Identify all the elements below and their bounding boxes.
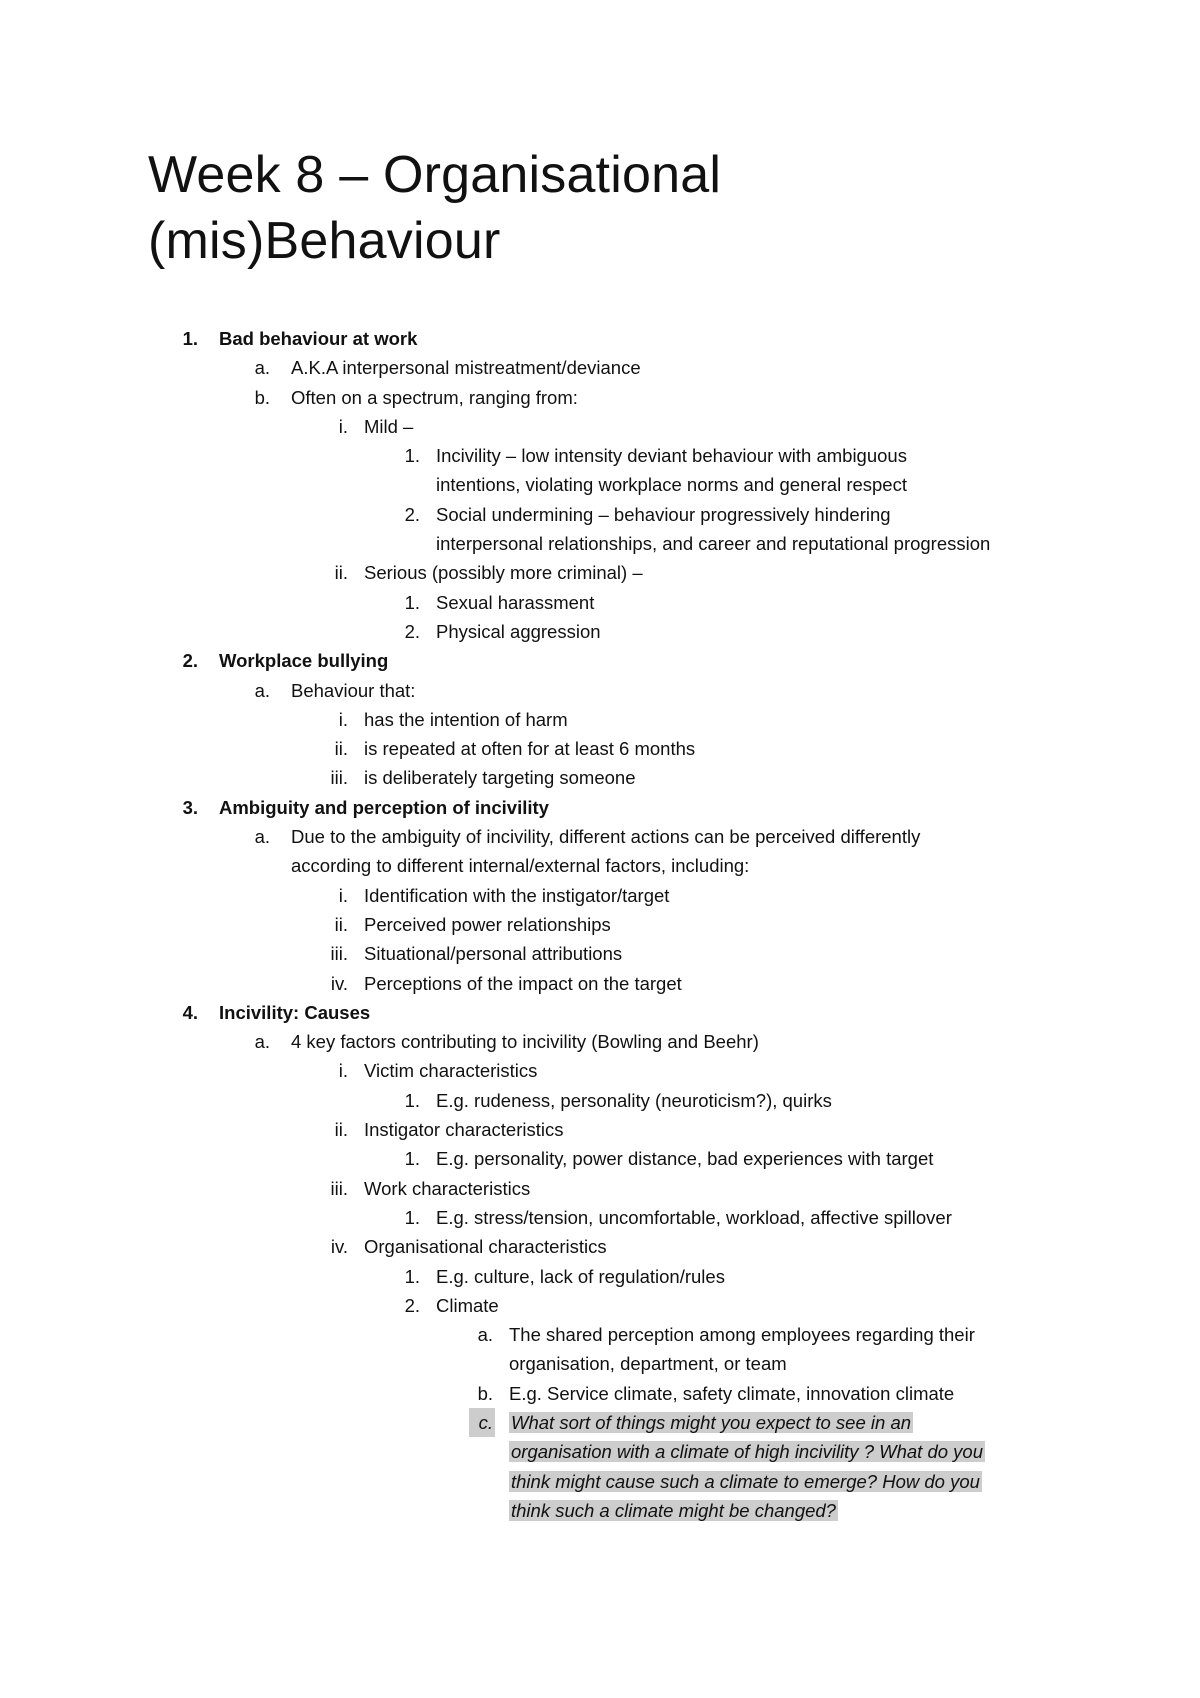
- list-item-text: [364, 558, 1200, 587]
- list-item-text: [436, 441, 1200, 470]
- list-item: [0, 1291, 1200, 1320]
- list-marker: ii.: [334, 562, 348, 584]
- list-item-text: [364, 1232, 1200, 1261]
- list-item-text: [436, 1262, 1200, 1291]
- page-title: [148, 142, 1048, 274]
- list-marker: a.: [254, 679, 270, 701]
- list-item-text-continued: [436, 529, 1200, 558]
- list-marker: iii.: [330, 1177, 348, 1199]
- list-item-text: [364, 412, 1200, 441]
- list-item-text-content: organisation, department, or team: [509, 1353, 787, 1375]
- list-item: [0, 763, 1200, 792]
- list-item: [0, 998, 1200, 1027]
- list-item-text-content: think such a climate might be changed?: [511, 1499, 836, 1521]
- list-item: [0, 1379, 1200, 1408]
- list-marker: iv.: [330, 972, 348, 994]
- list-item: [0, 1056, 1200, 1085]
- list-item-text: [364, 1056, 1200, 1085]
- list-item-text-content: Incivility – low intensity deviant behaviour with ambiguous: [436, 445, 907, 467]
- list-item: [0, 1174, 1200, 1203]
- list-marker: c.: [469, 1408, 495, 1437]
- list-item: [0, 734, 1200, 763]
- list-item-text: [291, 1027, 1200, 1056]
- list-item-text-content: Sexual harassment: [436, 591, 595, 613]
- title-line-1: Week 8 – Organisational: [148, 146, 722, 204]
- list-item-text: [219, 324, 1200, 353]
- list-marker: 1.: [404, 445, 420, 467]
- list-marker: b.: [254, 386, 270, 408]
- list-item-text: [219, 646, 1200, 675]
- list-marker: 1.: [404, 1148, 420, 1170]
- list-item-text-content: Mild –: [364, 415, 414, 437]
- list-marker: 2.: [404, 620, 420, 642]
- list-item: [0, 1086, 1200, 1115]
- list-item-text: [436, 1144, 1200, 1173]
- list-item-text-content: E.g. culture, lack of regulation/rules: [436, 1265, 725, 1287]
- list-item: [0, 822, 1200, 881]
- list-item-text-continued: [509, 1467, 1200, 1496]
- list-item: [0, 646, 1200, 675]
- list-item-text-content: Instigator characteristics: [364, 1119, 564, 1141]
- list-item: [0, 705, 1200, 734]
- list-item-text: [364, 910, 1200, 939]
- list-item-text-content: 4 key factors contributing to incivility (Bowling and Beehr): [291, 1031, 759, 1053]
- list-marker: a.: [254, 826, 270, 848]
- list-marker: 2.: [404, 1294, 420, 1316]
- list-item-text: [436, 1291, 1200, 1320]
- list-item: [0, 1408, 1200, 1525]
- list-item-text-continued: [509, 1349, 1200, 1378]
- list-item-text-content: Perceptions of the impact on the target: [364, 972, 682, 994]
- list-item-text-content: The shared perception among employees regarding their: [509, 1324, 975, 1346]
- list-item-text-content: Climate: [436, 1294, 499, 1316]
- list-marker: ii.: [334, 1119, 348, 1141]
- list-item-text-content: Behaviour that:: [291, 679, 416, 701]
- list-item: [0, 1144, 1200, 1173]
- list-item-text-continued: [436, 470, 1200, 499]
- list-item-text-content: E.g. personality, power distance, bad experiences with target: [436, 1148, 934, 1170]
- list-item-text: [436, 588, 1200, 617]
- list-marker: 4.: [182, 1001, 198, 1023]
- list-item-text-content: Identification with the instigator/target: [364, 884, 670, 906]
- list-marker: iii.: [330, 943, 348, 965]
- list-item-text: [436, 500, 1200, 529]
- list-item-text-continued: [291, 851, 1200, 880]
- list-item-text-content: E.g. rudeness, personality (neuroticism?), quirks: [436, 1089, 832, 1111]
- list-marker: a.: [254, 357, 270, 379]
- list-item-text-content: Organisational characteristics: [364, 1236, 607, 1258]
- list-item-text-content: Often on a spectrum, ranging from:: [291, 386, 578, 408]
- list-marker: 3.: [182, 796, 198, 818]
- list-item: [0, 353, 1200, 382]
- list-item: [0, 441, 1200, 500]
- list-item-text-content: Physical aggression: [436, 620, 601, 642]
- list-item-text-content: intentions, violating workplace norms and general respect: [436, 474, 907, 496]
- list-marker: iv.: [330, 1236, 348, 1258]
- list-item: [0, 1262, 1200, 1291]
- list-item-text: [291, 353, 1200, 382]
- list-item-text-content: Situational/personal attributions: [364, 943, 623, 965]
- list-item-text: [291, 383, 1200, 412]
- list-item-text: [291, 676, 1200, 705]
- list-item-text-content: Victim characteristics: [364, 1060, 538, 1082]
- list-item-text: [364, 969, 1200, 998]
- list-item-text-content: E.g. stress/tension, uncomfortable, workload, affective spillover: [436, 1206, 952, 1228]
- list-item: [0, 793, 1200, 822]
- list-marker: iii.: [330, 767, 348, 789]
- list-item-text: [509, 1408, 1200, 1437]
- list-marker: i.: [338, 708, 348, 730]
- list-item: [0, 383, 1200, 412]
- list-item-text: [364, 881, 1200, 910]
- list-item-text-content: interpersonal relationships, and career and reputational progression: [436, 533, 991, 555]
- list-item: [0, 1027, 1200, 1056]
- list-item-text: [436, 1203, 1200, 1232]
- list-marker: ii.: [334, 913, 348, 935]
- list-item-text-content: What sort of things might you expect to see in an: [511, 1411, 912, 1433]
- list-item: [0, 500, 1200, 559]
- list-item: [0, 910, 1200, 939]
- outline-list: [0, 324, 1200, 1525]
- list-item: [0, 1320, 1200, 1379]
- list-item-text-continued: [509, 1437, 1200, 1466]
- list-item-text: [364, 1174, 1200, 1203]
- list-item: [0, 1115, 1200, 1144]
- list-item: [0, 412, 1200, 441]
- list-item-text-content: E.g. Service climate, safety climate, innovation climate: [509, 1382, 955, 1404]
- list-marker: 1.: [404, 591, 420, 613]
- title-line-2: (mis)Behaviour: [148, 212, 501, 270]
- list-marker: 1.: [404, 1206, 420, 1228]
- list-item: [0, 1203, 1200, 1232]
- list-item: [0, 588, 1200, 617]
- list-item: [0, 324, 1200, 353]
- list-item-text: [364, 939, 1200, 968]
- list-item: [0, 881, 1200, 910]
- list-item: [0, 939, 1200, 968]
- list-item: [0, 969, 1200, 998]
- list-item-text-content: organisation with a climate of high incivility ? What do you: [511, 1441, 983, 1463]
- list-item: [0, 676, 1200, 705]
- list-item-text: [364, 763, 1200, 792]
- list-item-text-content: is repeated at often for at least 6 months: [364, 738, 696, 760]
- list-item-text-content: Ambiguity and perception of incivility: [219, 796, 549, 818]
- list-item-text: [291, 822, 1200, 851]
- list-item-text: [364, 734, 1200, 763]
- list-item-text-content: Due to the ambiguity of incivility, different actions can be perceived differently: [291, 826, 921, 848]
- list-item-text: [219, 998, 1200, 1027]
- list-item-text-content: is deliberately targeting someone: [364, 767, 636, 789]
- list-marker: a.: [477, 1324, 493, 1346]
- list-item: [0, 1232, 1200, 1261]
- list-item-text-content: Social undermining – behaviour progressively hindering: [436, 503, 891, 525]
- list-item-text-content: Perceived power relationships: [364, 913, 611, 935]
- list-item-text-continued: [509, 1496, 1200, 1525]
- list-item-text-content: Serious (possibly more criminal) –: [364, 562, 643, 584]
- list-item-text-content: Work characteristics: [364, 1177, 531, 1199]
- list-marker: i.: [338, 1060, 348, 1082]
- list-marker: a.: [254, 1031, 270, 1053]
- list-item-text-content: think might cause such a climate to emerge? How do you: [511, 1470, 980, 1492]
- list-marker: 2.: [182, 650, 198, 672]
- list-marker: 1.: [404, 1089, 420, 1111]
- list-item-text: [509, 1320, 1200, 1349]
- list-marker: i.: [338, 415, 348, 437]
- list-item-text: [364, 1115, 1200, 1144]
- list-marker: 1.: [404, 1265, 420, 1287]
- list-item: [0, 558, 1200, 587]
- list-marker: 2.: [404, 503, 420, 525]
- list-item-text: [436, 617, 1200, 646]
- list-item-text-content: Bad behaviour at work: [219, 328, 418, 349]
- list-item-text-content: according to different internal/external factors, including:: [291, 855, 750, 877]
- list-item-text-content: A.K.A interpersonal mistreatment/deviance: [291, 357, 641, 379]
- list-marker: 1.: [182, 328, 198, 349]
- list-marker: ii.: [334, 738, 348, 760]
- list-item-text: [509, 1379, 1200, 1408]
- list-item-text: [436, 1086, 1200, 1115]
- list-item-text: [364, 705, 1200, 734]
- list-marker: i.: [338, 884, 348, 906]
- list-marker: b.: [477, 1382, 493, 1404]
- list-item-text: [219, 793, 1200, 822]
- list-item: [0, 617, 1200, 646]
- list-item-text-content: Workplace bullying: [219, 650, 389, 672]
- list-item-text-content: Incivility: Causes: [219, 1001, 371, 1023]
- list-item-text-content: has the intention of harm: [364, 708, 568, 730]
